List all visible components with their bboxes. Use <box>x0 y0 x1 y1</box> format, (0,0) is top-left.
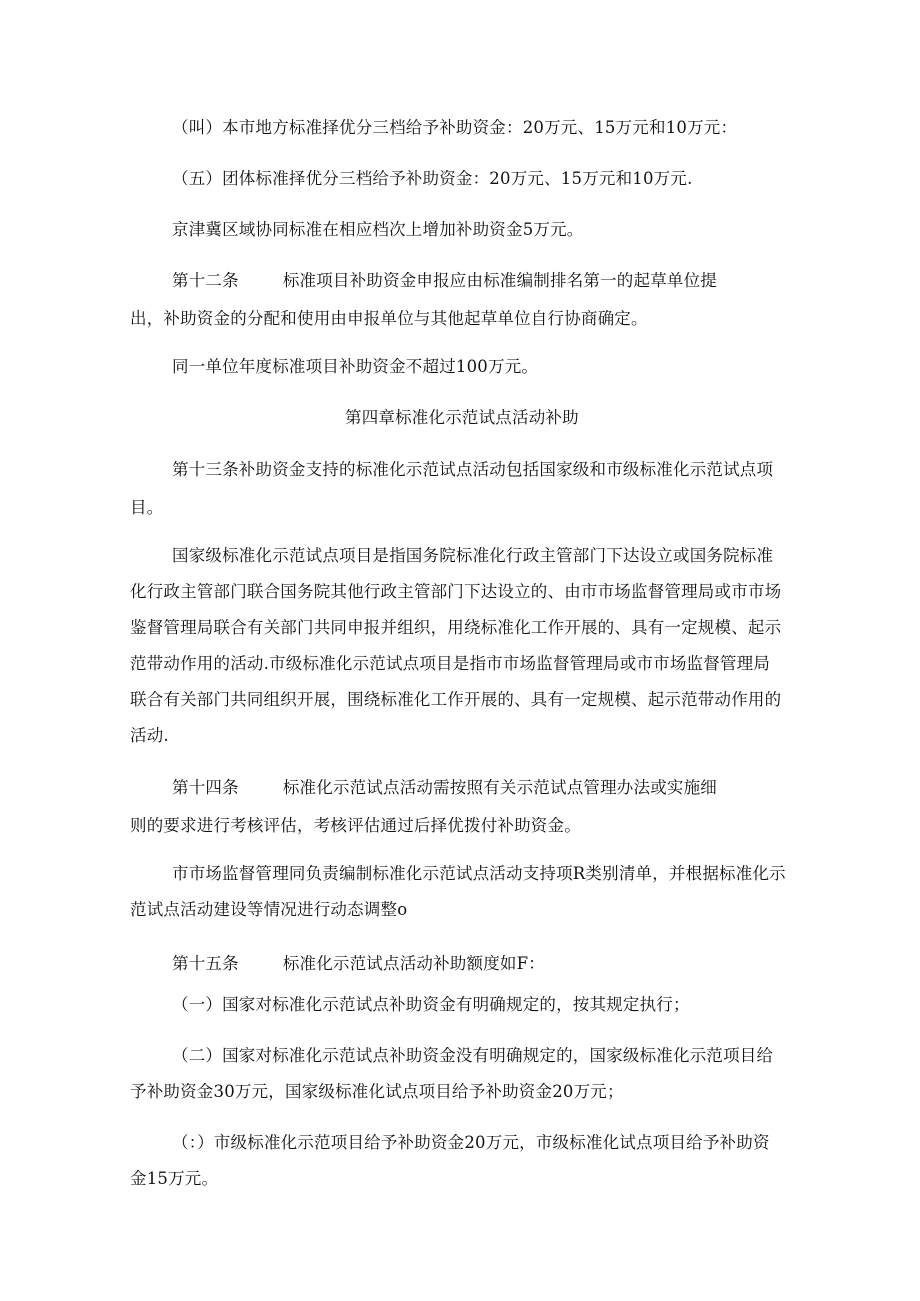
article-13-line-2 <box>130 497 163 519</box>
article-number: 第十四条 <box>172 778 239 797</box>
text-line: 市市场监督管理同负责编制标准化示范试点活动支持项R类别清单，并根据标准化示 <box>172 864 786 883</box>
text-line: 出，补助资金的分配和使用由申报单位与其他起草单位自行协商确定。 <box>130 309 648 328</box>
text-line: （五）团体标准择优分三档给予补助资金：20万元、15万元和10万元. <box>172 169 693 188</box>
paragraph-national-projects-line-4 <box>130 653 770 675</box>
paragraph-national-projects-line-6 <box>130 725 169 747</box>
paragraph-annual-cap <box>172 356 538 378</box>
article-number: 第十二条 <box>172 271 239 290</box>
article-12-line-1 <box>172 270 717 292</box>
paragraph-national-projects-line-5 <box>130 689 781 711</box>
text-line: 鉴督管理局联合有关部门共同申报并组织，用绕标准化工作开展的、具有一定规模、起示 <box>130 618 782 637</box>
text-line: 化行政主管部门联合国务院其他行政主管部门下达设立的、由市市场监督管理局或市市场 <box>130 582 782 601</box>
text-line: 金15万元。 <box>130 1169 219 1188</box>
paragraph-jingjinji-supplement <box>172 219 584 241</box>
text-line: 国家级标准化示范试点项目是指国务院标准化行政主管部门下达设立或国务院标准 <box>172 546 774 565</box>
article-12-line-2 <box>130 308 648 330</box>
article-14-line-1 <box>172 777 717 799</box>
text-line: 标准化示范试点活动需按照有关示范试点管理办法或实施细 <box>282 778 718 797</box>
text-line: 第十三条补助资金支持的标准化示范试点活动包括国家级和市级标准化示范试点项 <box>172 460 774 479</box>
text-line: （叫）本市地方标准择优分三档给予补助资金：20万元、15万元和10万元： <box>172 118 738 137</box>
paragraph-category-list-line-1 <box>172 863 786 885</box>
paragraph-national-projects-line-3 <box>130 617 781 639</box>
chapter-heading <box>345 407 579 429</box>
article-15 <box>172 953 545 975</box>
paragraph-local-standard-grants <box>172 117 737 139</box>
paragraph-item-1 <box>172 994 690 1016</box>
text-line: 则的要求进行考核评估，考核评估通过后择优拨付补助资金。 <box>130 816 581 835</box>
text-line: 范带动作用的活动.市级标准化示范试点项目是指市市场监督管理局或市市场监督管理局 <box>130 654 771 673</box>
chapter-title: 第四章标准化示范试点活动补助 <box>345 408 579 427</box>
text-line: 京津冀区域协同标准在相应档次上增加补助资金5万元。 <box>172 220 584 239</box>
text-line: 标准化示范试点活动补助额度如F： <box>282 954 545 973</box>
paragraph-item-3-line-2 <box>130 1168 218 1190</box>
text-line: 目。 <box>130 498 164 517</box>
article-13-line-1 <box>172 459 773 481</box>
paragraph-item-2-line-1 <box>172 1045 773 1067</box>
text-line: 同一单位年度标准项目补助资金不超过100万元。 <box>172 357 539 376</box>
paragraph-national-projects-line-2 <box>130 581 781 603</box>
paragraph-national-projects-line-1 <box>172 545 773 567</box>
text-line: 标准项目补助资金申报应由标准编制排名第一的起草单位提 <box>282 271 718 290</box>
text-line: 活动. <box>130 726 169 745</box>
text-line: （一）国家对标准化示范试点补助资金有明确规定的，按其规定执行； <box>172 995 690 1014</box>
paragraph-item-3-line-1 <box>172 1132 770 1154</box>
paragraph-group-standard-grants <box>172 168 693 190</box>
text-line: 范试点活动建设等情况进行动态调整o <box>130 900 408 919</box>
text-line: （：）市级标准化示范项目给予补助资金20万元，市级标准化试点项目给予补助资 <box>172 1133 770 1152</box>
text-line: 联合有关部门共同组织开展，围绕标准化工作开展的、具有一定规模、起示范带动作用的 <box>130 690 782 709</box>
article-14-line-2 <box>130 815 581 837</box>
text-line: 予补助资金30万元，国家级标准化试点项目给予补助资金20万元； <box>130 1082 624 1101</box>
article-number: 第十五条 <box>172 954 239 973</box>
paragraph-category-list-line-2 <box>130 899 407 921</box>
paragraph-item-2-line-2 <box>130 1081 624 1103</box>
text-line: （二）国家对标准化示范试点补助资金没有明确规定的，国家级标准化示范项目给 <box>172 1046 774 1065</box>
